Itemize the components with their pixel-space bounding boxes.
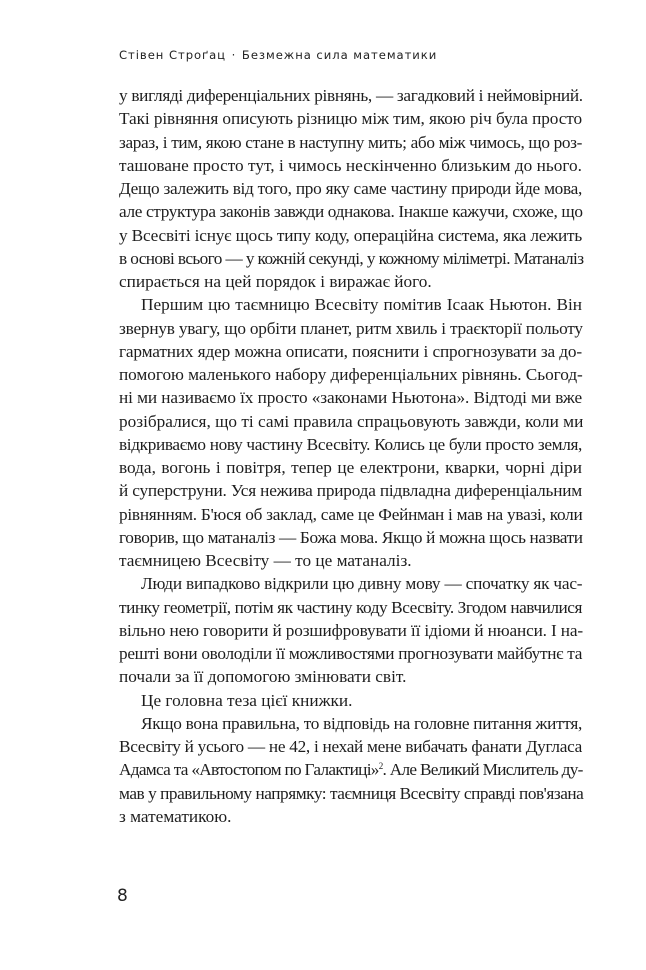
body-text (119, 84, 582, 828)
text-line: у вигляді диференціальних рівнянь, — загадковий і неймовірний. (119, 86, 583, 105)
page-number: 8 (117, 886, 128, 906)
text-line: у Всесвіті існує щось типу коду, операційна система, яка лежить (119, 225, 582, 245)
text-fragment: Адамса та «Автостопом по Галактиці» (119, 760, 379, 780)
text-line: зараз, і тим, якою стане в наступну мить; або між чимось, що роз- (119, 132, 582, 152)
text-line: й суперструни. Уся нежива природа підвладна диференціальним (119, 481, 582, 501)
text-line: гарматних ядер можна описати, пояснити і спрогнозувати за до- (119, 341, 582, 361)
text-line: Всесвіту й усього — не 42, і нехай мене вибачать фанати Дугласа (119, 737, 582, 756)
text-line: звернув увагу, що орбіти планет, ритм хвиль і траєкторії польоту (119, 318, 583, 338)
text-line: почали за її допомогою змінювати світ. (119, 667, 407, 687)
text-fragment: . Але Великий Мислитель ду- (382, 760, 583, 780)
text-line: говорив, що матаналіз — Божа мова. Якщо й можна щось назвати (119, 527, 583, 547)
text-line: в основі всього — у кожній секунді, у кожному міліметрі. Матаналіз (119, 248, 584, 268)
text-line: але структура законів завжди однакова. Інакше кажучи, схоже, що (119, 202, 583, 222)
text-line: таємницею Всесвіту — то це матаналіз. (119, 551, 412, 570)
text-line: Якщо вона правильна, то відповідь на головне питання життя, (141, 713, 582, 733)
text-line: вільно нею говорити й розшифровувати її ідіоми й нюанси. І на- (119, 620, 583, 640)
footnote-marker: 2 (378, 761, 383, 772)
text-line: Це головна теза цієї книжки. (141, 690, 353, 710)
text-line: Люди випадково відкрили цю дивну мову — спочатку як час- (141, 574, 583, 594)
running-head-author: Стівен Строґац (119, 48, 226, 62)
text-line (119, 758, 582, 781)
text-line: рівнянням. Б'юся об заклад, саме це Фейнман і мав на увазі, коли (119, 504, 583, 524)
text-line: розібралися, що ті самі правила спрацьовують завжди, коли ми (119, 411, 584, 431)
text-line: Такі рівняння описують різницю між тим, якою річ була просто (119, 109, 582, 129)
running-head-separator: · (231, 48, 237, 62)
text-line: з математикою. (119, 806, 232, 826)
text-line: ташоване просто тут, і чимось нескінченно близьким до нього. (119, 155, 582, 175)
text-line: Першим цю таємницю Всесвіту помітив Ісаак Ньютон. Він (141, 295, 582, 315)
text-line: помогою маленького набору диференціальних рівнянь. Сьогод- (119, 365, 583, 384)
text-line: решті вони оволоділи її можливостями прогнозувати майбутнє та (119, 644, 583, 663)
text-line: вода, вогонь і повітря, тепер це електрони, кварки, чорні діри (119, 458, 582, 477)
text-line: мав у правильному напрямку: таємниця Всесвіту справді пов'язана (119, 783, 584, 803)
text-line: Дещо залежить від того, про яку саме частину природи йде мова, (119, 179, 582, 198)
text-line: ні ми називаємо їх просто «законами Ньютона». Відтоді ми вже (119, 388, 582, 408)
running-head-title: Безмежна сила математики (241, 48, 438, 62)
text-line: тинку геометрії, потім як частину коду Всесвіту. Згодом навчилися (119, 597, 582, 617)
text-line: спирається на цей порядок і виражає його. (119, 272, 432, 291)
running-head (119, 48, 437, 62)
text-line: відкриваємо нову частину Всесвіту. Колись це були просто земля, (119, 434, 582, 454)
